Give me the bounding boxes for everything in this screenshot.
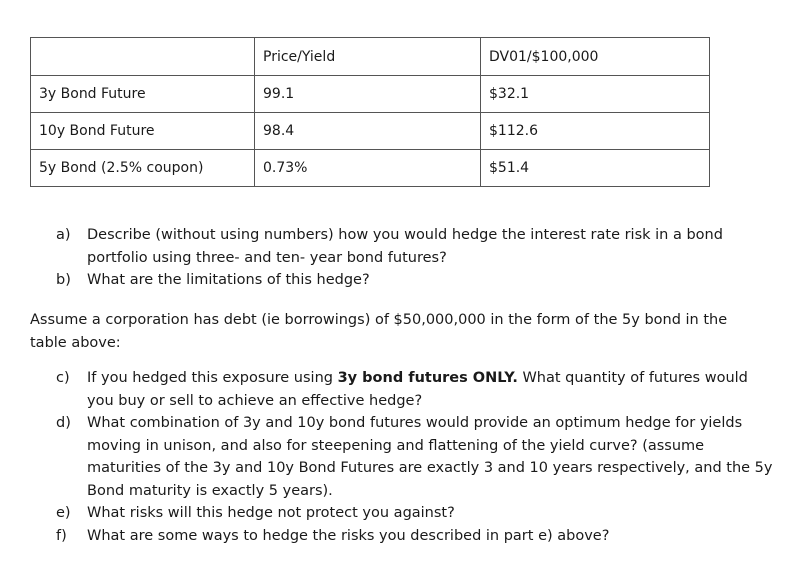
question-text <box>87 367 776 412</box>
table-cell: 98.4 <box>255 113 481 150</box>
question-text: Describe (without using numbers) how you would hedge the interest rate risk in a bond portfolio using three- and ten- year bond futures? <box>87 227 723 266</box>
table-cell: 3y Bond Future <box>31 76 255 113</box>
table-cell: 0.73% <box>255 150 481 187</box>
question-marker: d) <box>56 415 71 431</box>
question-d <box>56 412 776 502</box>
question-c <box>56 367 776 412</box>
table-row <box>31 113 710 150</box>
question-text: What combination of 3y and 10y bond futures would provide an optimum hedge for yields moving in unison, and also for steepening and flattening of the yield curve? (assume maturities of the 3y and 10y Bond Futures are exactly 3 and 10 years respectively, and the 5y Bond maturity is exactly 5 years). <box>87 415 773 499</box>
table-header-cell: Price/Yield <box>255 38 481 76</box>
question-text: What are some ways to hedge the risks you described in part e) above? <box>87 527 610 544</box>
question-list-cf <box>56 367 776 547</box>
question-a <box>56 224 746 269</box>
question-f <box>56 525 776 548</box>
question-marker: c) <box>56 370 70 386</box>
table-row <box>31 76 710 113</box>
table-header-cell: DV01/$100,000 <box>481 38 710 76</box>
table-cell: 10y Bond Future <box>31 113 255 150</box>
table-cell: $51.4 <box>481 150 710 187</box>
table-row <box>31 150 710 187</box>
question-b <box>56 269 746 292</box>
table-cell: $112.6 <box>481 113 710 150</box>
question-e <box>56 502 776 525</box>
table-header-row <box>31 38 710 76</box>
table-cell: 5y Bond (2.5% coupon) <box>31 150 255 187</box>
question-text: What are the limitations of this hedge? <box>87 272 370 288</box>
assumption-paragraph: Assume a corporation has debt (ie borrowings) of $50,000,000 in the form of the 5y bond in the table above: <box>30 312 728 351</box>
question-text: What risks will this hedge not protect you against? <box>87 505 455 521</box>
question-marker: e) <box>56 505 71 521</box>
question-marker: b) <box>56 272 71 288</box>
question-marker: f) <box>56 527 67 544</box>
table-cell: $32.1 <box>481 76 710 113</box>
question-list-ab <box>56 224 746 292</box>
question-marker: a) <box>56 227 71 243</box>
bond-data-table <box>30 37 710 187</box>
table-header-cell <box>31 38 255 76</box>
question-text-part: If you hedged this exposure using <box>87 370 338 386</box>
table-cell: 99.1 <box>255 76 481 113</box>
question-emphasis: 3y bond futures ONLY. <box>337 370 518 386</box>
question-text-part: What quantity of futures would you buy or sell to achieve an effective hedge? <box>87 370 748 409</box>
